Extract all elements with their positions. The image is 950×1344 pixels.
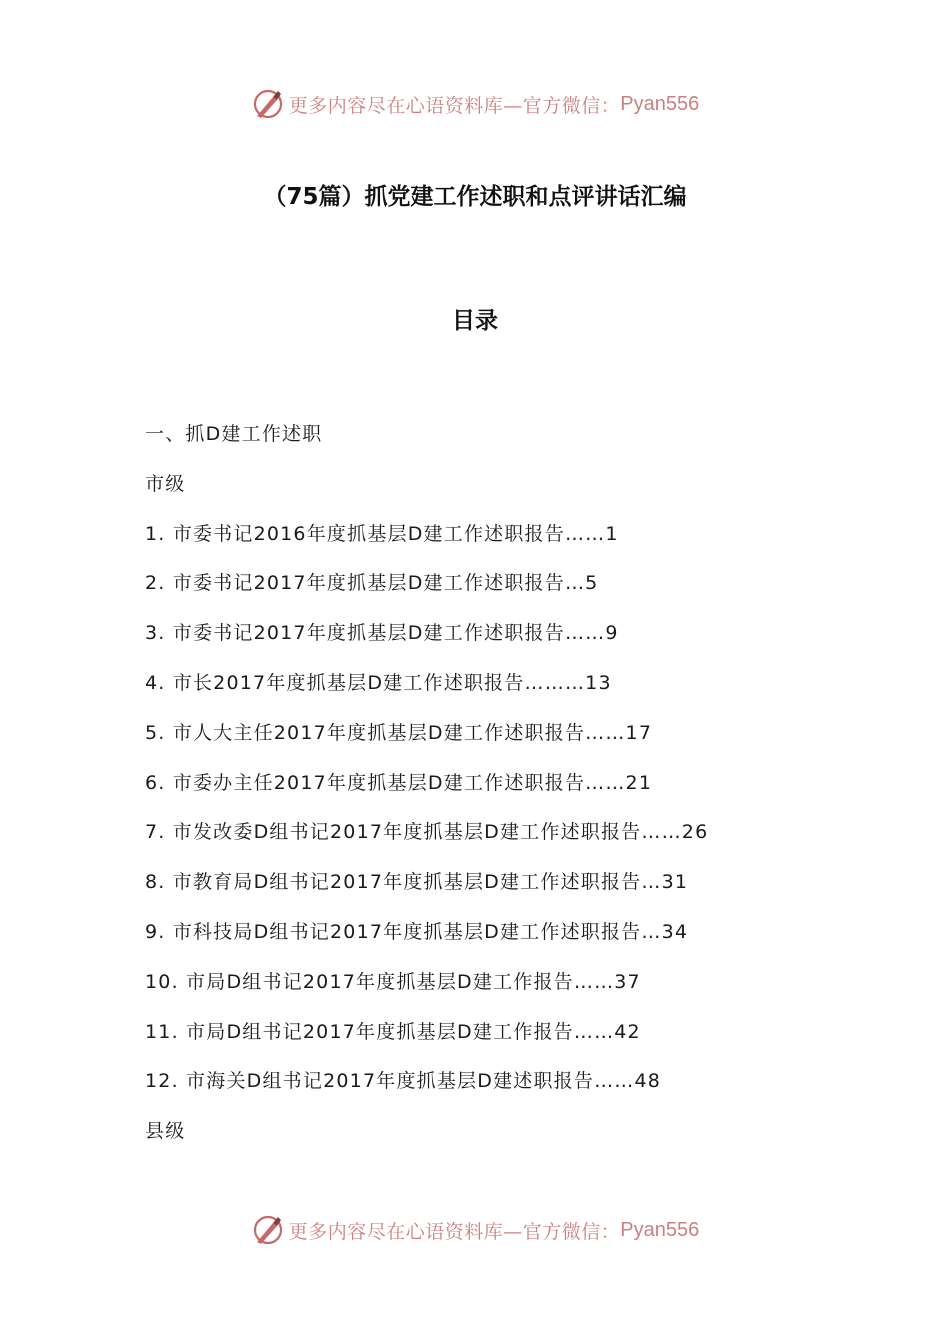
toc-entry: 3. 市委书记2017年度抓基层D建工作述职报告……9 <box>145 622 619 645</box>
toc-entry: 12. 市海关D组书记2017年度抓基层D建述职报告……48 <box>145 1070 662 1093</box>
watermark-text: 更多内容尽在心语资料库—官方微信： <box>288 1220 621 1243</box>
watermark-header <box>0 84 950 124</box>
pen-logo-icon <box>251 1213 285 1247</box>
toc-entry: 10. 市局D组书记2017年度抓基层D建工作报告……37 <box>145 970 641 993</box>
toc-subsection-county: 县级 <box>145 1120 186 1143</box>
watermark-wechat-id: Pyan556 <box>620 92 700 115</box>
watermark-footer <box>0 1210 950 1250</box>
watermark-wechat-id: Pyan556 <box>620 1218 700 1241</box>
toc-entry: 5. 市人大主任2017年度抓基层D建工作述职报告……17 <box>145 721 653 744</box>
pen-logo-icon <box>251 87 285 121</box>
document-title: （75篇）抓党建工作述职和点评讲话汇编 <box>263 184 687 210</box>
toc-entry: 7. 市发改委D组书记2017年度抓基层D建工作述职报告……26 <box>145 821 709 844</box>
toc-entry: 4. 市长2017年度抓基层D建工作述职报告………13 <box>145 671 612 694</box>
toc-subsection-city: 市级 <box>145 472 186 495</box>
toc-entry: 2. 市委书记2017年度抓基层D建工作述职报告…5 <box>145 572 599 595</box>
toc-entry: 11. 市局D组书记2017年度抓基层D建工作报告……42 <box>145 1020 641 1043</box>
watermark-text: 更多内容尽在心语资料库—官方微信： <box>288 94 621 117</box>
toc-entry: 8. 市教育局D组书记2017年度抓基层D建工作述职报告…31 <box>145 871 689 894</box>
toc-entry: 9. 市科技局D组书记2017年度抓基层D建工作述职报告…34 <box>145 920 689 943</box>
table-of-contents <box>145 416 910 1163</box>
toc-section-heading: 一、抓D建工作述职 <box>145 423 323 445</box>
toc-entry: 6. 市委办主任2017年度抓基层D建工作述职报告……21 <box>145 771 653 794</box>
toc-entry: 1. 市委书记2016年度抓基层D建工作述职报告……1 <box>145 522 619 545</box>
toc-heading: 目录 <box>452 308 498 334</box>
